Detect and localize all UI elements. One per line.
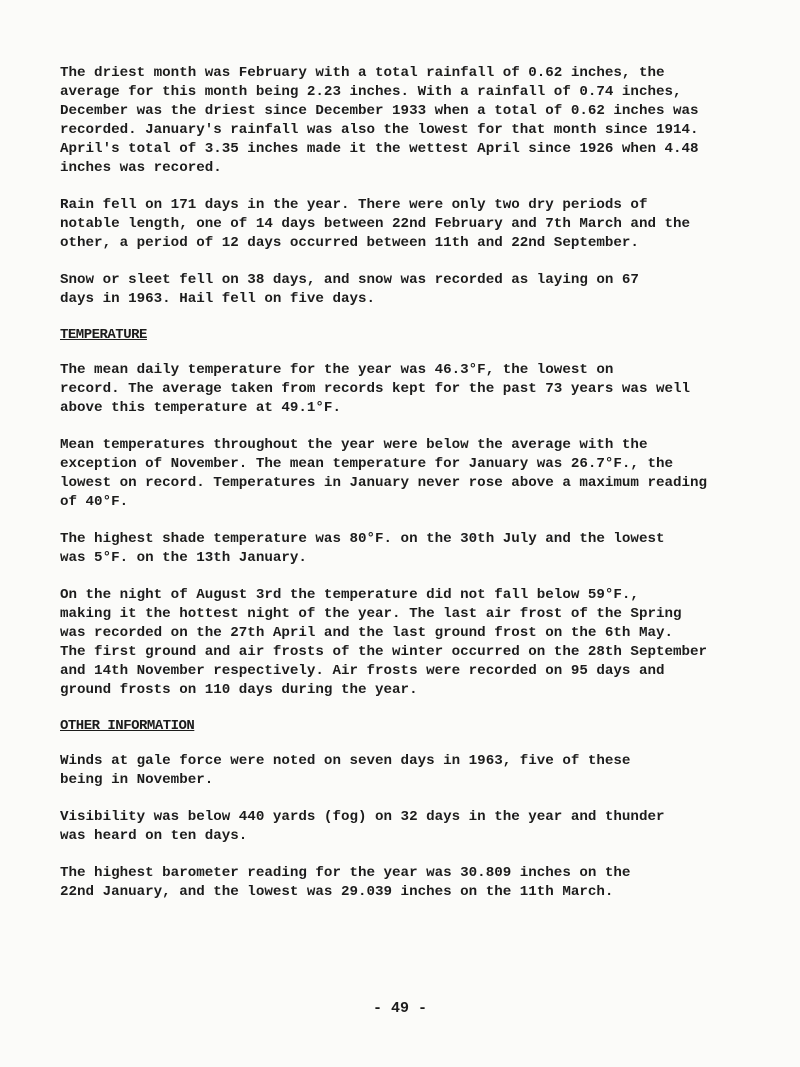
page-number: - 49 -	[372, 1000, 427, 1017]
rainfall-paragraph-2: Rain fell on 171 days in the year. There were only two dry periods of notable length, one of 14 days between 22nd February and 7th March and the other, a period of 12 days occurred between 11th and 22nd September.	[60, 197, 691, 251]
temperature-paragraph-2: Mean temperatures throughout the year were below the average with the exception of November. The mean temperature for January was 26.7°F., the lowest on record. Temperatures in January never rose above a maximum reading of 40°F.	[60, 437, 708, 510]
rainfall-paragraph-1: The driest month was February with a total rainfall of 0.62 inches, the average for this month being 2.23 inches. With a rainfall of 0.74 inches, December was the driest since December 1933 when a total of 0.62 inches was recorded. January's rainfall was also the lowest for that month since 1914. April's total of 3.35 inches made it the wettest April since 1926 when 4.48 inches was recored.	[60, 65, 699, 176]
temperature-paragraph-3: The highest shade temperature was 80°F. on the 30th July and the lowest was 5°F. on the 13th January.	[60, 531, 665, 566]
temperature-paragraph-1: The mean daily temperature for the year was 46.3°F, the lowest on record. The average taken from records kept for the past 73 years was well above this temperature at 49.1°F.	[60, 362, 691, 416]
rainfall-paragraph-3: Snow or sleet fell on 38 days, and snow was recorded as laying on 67 days in 1963. Hail fell on five days.	[60, 272, 639, 307]
document-body	[60, 64, 766, 902]
temperature-paragraph-4: On the night of August 3rd the temperature did not fall below 59°F., making it the hottest night of the year. The last air frost of the Spring was recorded on the 27th April and the last ground frost on the 6th May. The first ground and air frosts of the winter occurred on the 28th September and 14th November respectively. Air frosts were recorded on 95 days and ground frosts on 110 days during the year.	[60, 587, 708, 698]
section-heading-other-information: OTHER INFORMATION	[60, 718, 195, 734]
section-heading-temperature: TEMPERATURE	[60, 327, 147, 343]
other-paragraph-1: Winds at gale force were noted on seven days in 1963, five of these being in November.	[60, 753, 631, 788]
other-paragraph-3: The highest barometer reading for the year was 30.809 inches on the 22nd January, and the lowest was 29.039 inches on the 11th March.	[60, 865, 631, 900]
other-paragraph-2: Visibility was below 440 yards (fog) on 32 days in the year and thunder was heard on ten days.	[60, 809, 665, 844]
